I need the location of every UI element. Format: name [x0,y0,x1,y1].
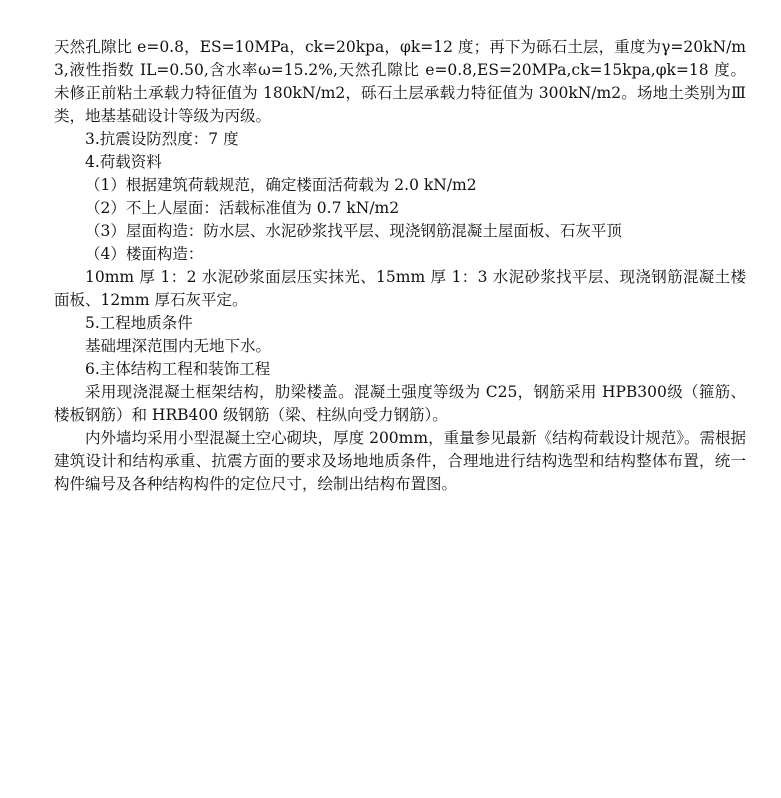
heading-main-structure: 6.主体结构工程和装饰工程 [85,360,271,378]
heading-load-data: 4.荷载资料 [85,153,162,171]
heading-geology: 5.工程地质条件 [85,314,193,332]
document-body [54,36,746,496]
paragraph-wall-blocks: 内外墙均采用小型混凝土空心砌块，厚度 200mm，重量参见最新《结构荷载设计规范》。需根据建筑设计和结构承重、抗震方面的要求及场地地质条件，合理地进行结构选型和结构整体布置，统一构件编号及各种结构构件的定位尺寸，绘制出结构布置图。 [54,429,746,493]
paragraph-floor-layers: 10mm 厚 1：2 水泥砂浆面层压实抹光、15mm 厚 1：3 水泥砂浆找平层、现浇钢筋混凝土楼面板、12mm 厚石灰平定。 [54,268,746,309]
list-item-roof-construction: （3）屋面构造：防水层、水泥砂浆找平层、现浇钢筋混凝土屋面板、石灰平顶 [85,222,622,240]
list-item-roof-live-load: （2）不上人屋面：活载标准值为 0.7 kN/m2 [85,199,400,217]
paragraph-soil-properties: 天然孔隙比 e=0.8，ES=10MPa，ck=20kpa，φk=12 度；再下为砾石土层，重度为γ=20kN/m3,液性指数 IL=0.50,含水率ω=15.2%,天然孔隙比 e=0.8,ES=20MPa,ck=15kpa,φk=18 度。未修正前粘土承载力特征值为 180kN/m2，砾石土层承载力特征值为 300kN/m2。场地土类别为Ⅲ类，地基基础设计等级为丙级。 [54,38,746,125]
heading-seismic-intensity: 3.抗震设防烈度：7 度 [85,130,239,148]
list-item-floor-construction: （4）楼面构造： [85,245,204,263]
list-item-floor-live-load: （1）根据建筑荷载规范，确定楼面活荷载为 2.0 kN/m2 [85,176,477,194]
paragraph-frame-structure: 采用现浇混凝土框架结构，肋梁楼盖。混凝土强度等级为 C25，钢筋采用 HPB300级（箍筋、楼板钢筋）和 HRB400 级钢筋（梁、柱纵向受力钢筋）。 [54,383,746,424]
paragraph-groundwater: 基础埋深范围内无地下水。 [85,337,272,355]
